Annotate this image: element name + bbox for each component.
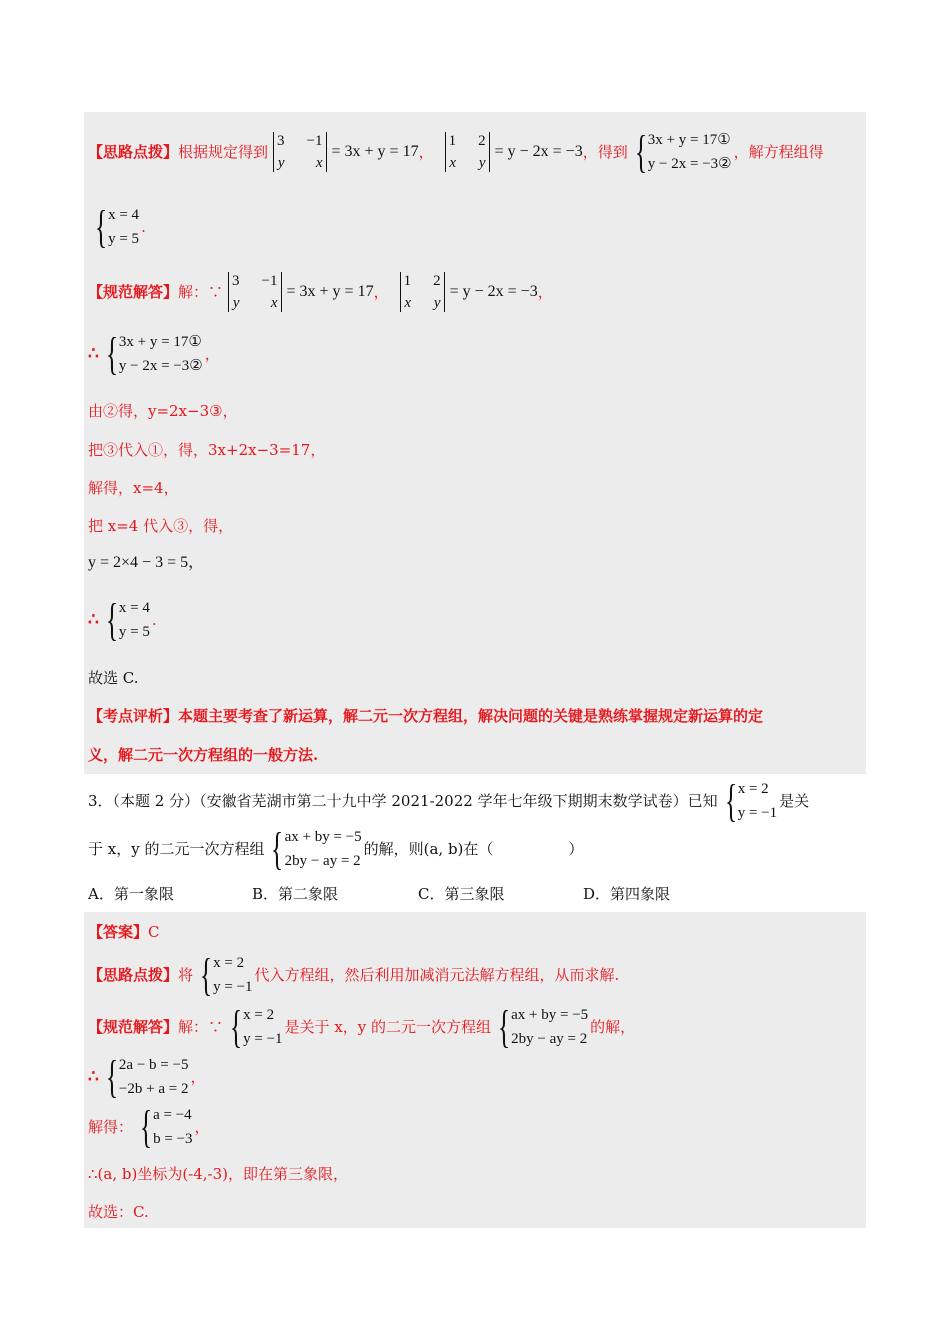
review-line-2: 义，解二元一次方程组的一般方法. <box>88 746 319 764</box>
solution-line-2 <box>88 1002 635 1052</box>
question-system: { ax + by = −5 2by − ay = 2 <box>271 823 362 874</box>
comma-2: ， <box>190 1068 206 1086</box>
choose-c: 故选 C. <box>88 669 139 687</box>
question-system-sol: { ax + by = −5 2by − ay = 2 <box>498 1001 589 1052</box>
stem-tail: 是关 <box>779 792 810 810</box>
therefore-symbol: ∴ <box>88 610 99 630</box>
equation-system-a-repeat: { 3x + y = 17① y − 2x = −3② <box>105 328 203 379</box>
hint-tail-2: 代入方程组，然后利用加减消元法解方程组，从而求解. <box>254 966 620 984</box>
step-1: 由②得，y=2x−3③， <box>88 402 238 420</box>
step-4: 把 x=4 代入③，得， <box>88 517 234 535</box>
answer-label: 【答案】 <box>88 923 149 941</box>
choose-line: 故选：C. <box>88 1203 149 1221</box>
solution-system: { x = 4 y = 5 <box>94 201 140 252</box>
coordinate-line: ∴(a, b)坐标为(-4,-3)，即在第三象限， <box>88 1165 349 1183</box>
answer-row <box>88 922 160 942</box>
solved-ab <box>88 1102 210 1152</box>
determinant-2: 1 2 x y <box>442 132 493 172</box>
given-solution-sol: { x = 2 y = −1 <box>230 1001 283 1052</box>
sol-tag-2: 【规范解答】 <box>88 1018 179 1036</box>
therefore-ab <box>88 1052 205 1102</box>
hint-tag: 【思路点拨】 <box>88 143 179 161</box>
period: . <box>141 218 146 236</box>
option-c[interactable]: C．第三象限 <box>418 885 505 903</box>
separator: ， <box>373 283 389 301</box>
hint-lead: 根据规定得到 <box>178 143 269 161</box>
question-3-stem <box>88 776 809 826</box>
sol-lead-2: 解：∵ <box>178 1018 224 1036</box>
option-a[interactable]: A．第一象限 <box>88 885 174 903</box>
determinant-1b: 3 −1 y x <box>225 272 284 312</box>
sol-mid-2: 是关于 x，y 的二元一次方程组 <box>284 1018 492 1036</box>
therefore-symbol-2: ∴ <box>88 1067 99 1087</box>
hint-line-2 <box>88 950 619 1000</box>
hint-tag-2: 【思路点拨】 <box>88 966 179 984</box>
step-5: y = 2×4 − 3 = 5， <box>88 554 205 571</box>
hint-tail: ，解方程组得 <box>733 143 824 161</box>
stem2-lead: 于 x，y 的二元一次方程组 <box>88 840 265 858</box>
solution-system-2 <box>88 595 157 645</box>
given-solution-hint: { x = 2 y = −1 <box>200 949 253 1000</box>
given-solution: { x = 2 y = −1 <box>724 775 778 826</box>
step-2: 把③代入①，得，3x+2x−3=17， <box>88 441 326 459</box>
stem-lead: 3．（本题 2 分）（安徽省芜湖市第二十九中学 2021-2022 学年七年级下期期末数学试卷）已知 <box>88 792 718 810</box>
determinant-2-eq: = y − 2x = −3 <box>494 143 583 160</box>
comma-3: ， <box>194 1118 210 1136</box>
option-b[interactable]: B．第二象限 <box>252 885 339 903</box>
option-d[interactable]: D．第四象限 <box>583 885 671 903</box>
solution-system-1 <box>88 202 146 252</box>
sol-tail-2: 的解， <box>590 1018 636 1036</box>
comma: ， <box>537 283 553 301</box>
step-3: 解得，x=4， <box>88 479 179 497</box>
hint-lead-2: 将 <box>178 966 194 984</box>
equation-system-a: { 3x + y = 17① y − 2x = −3② <box>634 126 732 177</box>
separator: ， <box>418 143 434 161</box>
answer-value: C <box>148 923 160 941</box>
therefore-symbol: ∴ <box>88 344 99 364</box>
system-ab: { 2a − b = −5 −2b + a = 2 <box>105 1051 189 1102</box>
determinant-2b: 1 2 x y <box>397 272 448 312</box>
comma: ， <box>204 345 220 363</box>
answer-tag: 【规范解答】 <box>88 283 179 301</box>
solved-lead: 解得： <box>88 1118 134 1136</box>
system-result: { a = −4 b = −3 <box>139 1101 193 1152</box>
period: . <box>151 611 157 629</box>
review-text-1: 本题主要考查了新运算，解二元一次方程组，解决问题的关键是熟练掌握规定新运算的定 <box>178 707 764 725</box>
review-line-1 <box>88 706 763 726</box>
question-3-stem-2 <box>88 824 583 874</box>
answer-line <box>88 267 553 317</box>
stem2-tail: 的解，则(a, b)在（ ） <box>363 840 584 858</box>
determinant-1b-eq: = 3x + y = 17 <box>286 283 374 300</box>
therefore-system <box>88 329 220 379</box>
hint-mid: ，得到 <box>582 143 628 161</box>
review-tag: 【考点评析】 <box>88 707 179 725</box>
determinant-2b-eq: = y − 2x = −3 <box>449 283 538 300</box>
determinant-1: 3 −1 y x <box>270 132 329 172</box>
determinant-1-eq: = 3x + y = 17 <box>331 143 419 160</box>
answer-lead: 解：∵ <box>178 283 224 301</box>
solution-system-final: { x = 4 y = 5 <box>105 594 150 645</box>
hint-line <box>88 127 824 177</box>
